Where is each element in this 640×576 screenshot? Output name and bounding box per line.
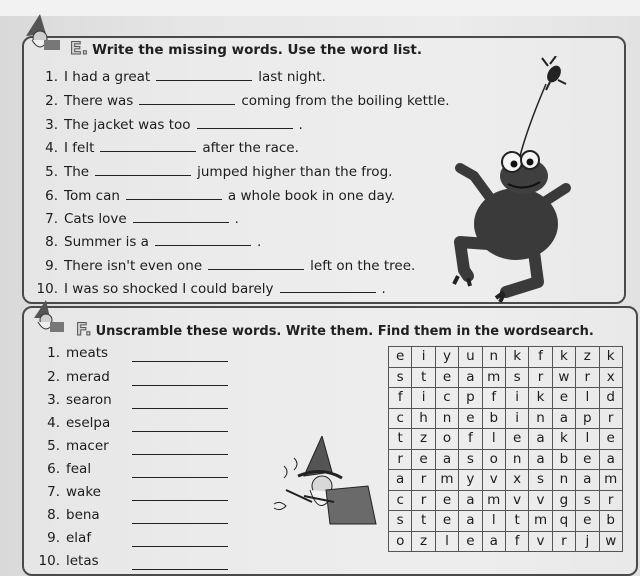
section-f-letter: F. bbox=[76, 320, 92, 340]
wordsearch-cell[interactable]: v bbox=[529, 490, 552, 511]
sentence-row bbox=[36, 233, 261, 250]
wordsearch-cell[interactable]: c bbox=[435, 388, 458, 409]
sentence-before-text: Tom can bbox=[64, 188, 120, 204]
sentence-before-text: I had a great bbox=[64, 69, 151, 85]
scrambled-word-item bbox=[36, 553, 99, 569]
scrambled-word: eselpa bbox=[66, 415, 111, 431]
wizard-illustration bbox=[264, 436, 382, 528]
sentence-before-text: The jacket was too bbox=[64, 117, 191, 133]
answer-line[interactable] bbox=[132, 569, 228, 570]
wordsearch-cell[interactable]: m bbox=[482, 367, 505, 388]
wordsearch-cell[interactable]: t bbox=[412, 367, 435, 388]
answer-line[interactable] bbox=[132, 500, 228, 501]
wordsearch-cell[interactable]: a bbox=[529, 429, 552, 450]
wordsearch-cell[interactable]: v bbox=[482, 470, 505, 491]
wordsearch-cell[interactable]: f bbox=[529, 347, 552, 368]
wordsearch-cell[interactable]: v bbox=[529, 531, 552, 552]
sentence-after-text: . bbox=[298, 117, 303, 133]
scrambled-word-item bbox=[36, 530, 91, 546]
answer-blank[interactable] bbox=[208, 257, 304, 270]
wordsearch-cell[interactable]: l bbox=[435, 531, 458, 552]
sentence-after-text: after the race. bbox=[202, 140, 299, 156]
wordsearch-cell[interactable]: s bbox=[576, 490, 599, 511]
wordsearch-cell[interactable]: a bbox=[435, 449, 458, 470]
sentence-after-text: jumped higher than the frog. bbox=[197, 164, 393, 180]
answer-blank[interactable] bbox=[155, 233, 251, 246]
sentence-row bbox=[36, 92, 450, 109]
word-number: 3. bbox=[47, 392, 60, 408]
wordsearch-cell[interactable]: e bbox=[599, 429, 622, 450]
word-number: 8. bbox=[47, 507, 60, 523]
wordsearch-cell[interactable]: n bbox=[505, 449, 528, 470]
wordsearch-cell[interactable]: k bbox=[505, 347, 528, 368]
scrambled-word: wake bbox=[66, 484, 101, 500]
section-e-title bbox=[70, 39, 422, 59]
wordsearch-cell[interactable]: e bbox=[389, 347, 412, 368]
wordsearch-cell[interactable]: x bbox=[599, 367, 622, 388]
sentence-before-text: Summer is a bbox=[64, 234, 149, 250]
answer-blank[interactable] bbox=[280, 280, 376, 293]
scrambled-word-item bbox=[36, 392, 112, 408]
sentence-after-text: . bbox=[256, 234, 262, 250]
sentence-number: 9. bbox=[45, 258, 58, 274]
scrambled-word-item bbox=[36, 484, 101, 500]
scrambled-word: elaf bbox=[66, 530, 92, 546]
answer-line[interactable] bbox=[132, 431, 228, 432]
answer-blank[interactable] bbox=[197, 116, 293, 129]
wordsearch-cell[interactable]: t bbox=[505, 511, 528, 532]
wordsearch-cell[interactable]: e bbox=[576, 511, 599, 532]
wordsearch-cell[interactable]: a bbox=[599, 449, 622, 470]
wordsearch-cell[interactable]: k bbox=[599, 347, 622, 368]
scrambled-word: searon bbox=[66, 392, 112, 408]
wordsearch-cell[interactable]: o bbox=[482, 449, 505, 470]
wordsearch-cell[interactable]: c bbox=[389, 408, 412, 429]
wordsearch-cell[interactable]: l bbox=[576, 429, 599, 450]
sentence-row bbox=[36, 280, 386, 297]
answer-blank[interactable] bbox=[139, 92, 235, 105]
wordsearch-cell[interactable]: s bbox=[505, 367, 528, 388]
wordsearch-row bbox=[389, 408, 623, 429]
answer-line[interactable] bbox=[132, 361, 228, 362]
sentence-after-text: coming from the boiling kettle. bbox=[241, 93, 450, 109]
wordsearch-cell[interactable]: n bbox=[552, 470, 575, 491]
wordsearch-cell[interactable]: j bbox=[576, 531, 599, 552]
wordsearch-cell[interactable]: f bbox=[389, 388, 412, 409]
sentence-row bbox=[36, 139, 299, 156]
wordsearch-cell[interactable]: o bbox=[435, 429, 458, 450]
wordsearch-cell[interactable]: z bbox=[576, 347, 599, 368]
wordsearch-cell[interactable]: v bbox=[505, 490, 528, 511]
wordsearch-cell[interactable]: e bbox=[412, 449, 435, 470]
answer-line[interactable] bbox=[132, 454, 228, 455]
sentence-before-text: There isn't even one bbox=[64, 258, 203, 274]
wordsearch-cell[interactable]: a bbox=[389, 470, 412, 491]
scrambled-word: meats bbox=[66, 345, 109, 361]
sentence-number: 1. bbox=[45, 69, 58, 85]
wordsearch-cell[interactable]: r bbox=[412, 470, 435, 491]
answer-blank[interactable] bbox=[95, 163, 191, 176]
wordsearch-cell[interactable]: m bbox=[529, 511, 552, 532]
scrambled-word-item bbox=[36, 369, 110, 385]
wordsearch-cell[interactable]: a bbox=[459, 490, 482, 511]
wordsearch-row bbox=[389, 511, 623, 532]
scrambled-word-item bbox=[36, 415, 110, 431]
sentence-row bbox=[36, 163, 392, 180]
wordsearch-cell[interactable]: s bbox=[389, 367, 412, 388]
scrambled-word: feal bbox=[66, 461, 92, 477]
wordsearch-cell[interactable]: i bbox=[505, 408, 528, 429]
wordsearch-cell[interactable]: s bbox=[529, 470, 552, 491]
sentence-after-text: a whole book in one day. bbox=[227, 188, 396, 204]
wordsearch-cell[interactable]: r bbox=[599, 408, 622, 429]
sentence-number: 8. bbox=[45, 234, 58, 250]
scrambled-word: letas bbox=[66, 553, 99, 569]
answer-line[interactable] bbox=[132, 385, 228, 386]
wordsearch-cell[interactable]: n bbox=[435, 408, 458, 429]
wordsearch-cell[interactable]: k bbox=[552, 347, 575, 368]
wordsearch-cell[interactable]: i bbox=[505, 388, 528, 409]
wordsearch-cell[interactable]: i bbox=[412, 388, 435, 409]
answer-blank[interactable] bbox=[156, 68, 252, 81]
wordsearch-cell[interactable]: a bbox=[529, 449, 552, 470]
wordsearch-cell[interactable]: b bbox=[482, 408, 505, 429]
sentence-after-text: . bbox=[234, 211, 239, 227]
wordsearch-cell[interactable]: a bbox=[459, 511, 482, 532]
wordsearch-cell[interactable]: s bbox=[389, 511, 412, 532]
wizard-small-icon bbox=[18, 10, 68, 56]
wizard-small-icon bbox=[24, 298, 74, 338]
wordsearch-cell[interactable]: o bbox=[389, 531, 412, 552]
section-f-title bbox=[76, 320, 594, 340]
wordsearch-cell[interactable]: x bbox=[505, 470, 528, 491]
answer-line[interactable] bbox=[132, 477, 228, 478]
sentence-row bbox=[36, 210, 239, 227]
frog-illustration bbox=[438, 56, 598, 306]
sentence-row bbox=[36, 116, 303, 133]
sentence-row bbox=[36, 187, 395, 204]
wordsearch-cell[interactable]: e bbox=[459, 531, 482, 552]
wordsearch-cell[interactable]: q bbox=[552, 511, 575, 532]
scrambled-word-item bbox=[36, 345, 108, 361]
section-f-title-text: Unscramble these words. Write them. Find them in the wordsearch. bbox=[95, 324, 594, 339]
wordsearch-cell[interactable]: e bbox=[552, 388, 575, 409]
sentence-number: 10. bbox=[36, 281, 58, 297]
sentence-before-text: There was bbox=[64, 93, 134, 109]
wordsearch-cell[interactable]: e bbox=[576, 449, 599, 470]
wordsearch-cell[interactable]: z bbox=[412, 531, 435, 552]
sentence-before-text: I felt bbox=[64, 140, 95, 156]
answer-line[interactable] bbox=[132, 546, 228, 547]
wordsearch-cell[interactable]: r bbox=[552, 531, 575, 552]
wordsearch-cell[interactable]: c bbox=[389, 490, 412, 511]
word-number: 6. bbox=[47, 461, 60, 477]
wordsearch-cell[interactable]: a bbox=[552, 408, 575, 429]
word-number: 5. bbox=[47, 438, 60, 454]
wordsearch-cell[interactable]: r bbox=[412, 490, 435, 511]
wordsearch-cell[interactable]: n bbox=[529, 408, 552, 429]
wordsearch-cell[interactable]: f bbox=[459, 429, 482, 450]
wordsearch-cell[interactable]: a bbox=[576, 470, 599, 491]
wordsearch-cell[interactable]: l bbox=[482, 429, 505, 450]
wordsearch-cell[interactable]: r bbox=[599, 490, 622, 511]
wordsearch-cell[interactable]: r bbox=[576, 367, 599, 388]
section-e-title-text: Write the missing words. Use the word list. bbox=[92, 42, 422, 58]
wordsearch-cell[interactable]: a bbox=[482, 531, 505, 552]
wordsearch-cell[interactable]: i bbox=[412, 347, 435, 368]
wordsearch-cell[interactable]: p bbox=[459, 388, 482, 409]
wordsearch-row bbox=[389, 429, 623, 450]
word-number: 4. bbox=[47, 415, 60, 431]
scrambled-word: merad bbox=[66, 369, 110, 385]
sentence-after-text: left on the tree. bbox=[310, 258, 416, 274]
answer-blank[interactable] bbox=[133, 210, 229, 223]
wordsearch-row bbox=[389, 470, 623, 491]
wordsearch-cell[interactable]: u bbox=[459, 347, 482, 368]
wordsearch-cell[interactable]: z bbox=[412, 429, 435, 450]
wordsearch-cell[interactable]: t bbox=[412, 511, 435, 532]
wordsearch-cell[interactable]: m bbox=[599, 470, 622, 491]
wordsearch-cell[interactable]: y bbox=[459, 470, 482, 491]
scrambled-word: macer bbox=[66, 438, 109, 454]
wordsearch-cell[interactable]: f bbox=[505, 531, 528, 552]
wordsearch-cell[interactable]: e bbox=[505, 429, 528, 450]
wordsearch-cell[interactable]: b bbox=[552, 449, 575, 470]
answer-line[interactable] bbox=[132, 408, 228, 409]
wordsearch-cell[interactable]: m bbox=[482, 490, 505, 511]
wordsearch-cell[interactable]: e bbox=[435, 511, 458, 532]
wordsearch-cell[interactable]: r bbox=[389, 449, 412, 470]
wordsearch-cell[interactable]: d bbox=[599, 388, 622, 409]
sentence-row bbox=[36, 68, 326, 85]
wordsearch-cell[interactable]: e bbox=[435, 367, 458, 388]
sentence-number: 2. bbox=[45, 93, 58, 109]
wordsearch-row bbox=[389, 388, 623, 409]
wordsearch-cell[interactable]: y bbox=[435, 347, 458, 368]
word-number: 10. bbox=[38, 553, 60, 569]
word-number: 2. bbox=[47, 369, 60, 385]
wordsearch-cell[interactable]: h bbox=[412, 408, 435, 429]
wordsearch-cell[interactable]: g bbox=[552, 490, 575, 511]
wordsearch-cell[interactable]: b bbox=[599, 511, 622, 532]
scrambled-word-item bbox=[36, 461, 91, 477]
sentence-before-text: Cats love bbox=[64, 211, 127, 227]
wordsearch-cell[interactable]: f bbox=[482, 388, 505, 409]
wordsearch-cell[interactable]: p bbox=[576, 408, 599, 429]
top-margin bbox=[0, 0, 640, 16]
wordsearch-cell[interactable]: t bbox=[389, 429, 412, 450]
scrambled-word-item bbox=[36, 507, 100, 523]
word-number: 1. bbox=[47, 345, 60, 361]
sentence-row bbox=[36, 257, 415, 274]
wordsearch-row bbox=[389, 347, 623, 368]
wordsearch-cell[interactable]: m bbox=[435, 470, 458, 491]
wordsearch-cell[interactable]: e bbox=[459, 408, 482, 429]
sentence-number: 7. bbox=[45, 211, 58, 227]
sentence-before-text: The bbox=[64, 164, 90, 180]
wordsearch-cell[interactable]: s bbox=[459, 449, 482, 470]
sentence-number: 3. bbox=[45, 117, 58, 133]
sentence-number: 4. bbox=[45, 140, 58, 156]
wordsearch-row bbox=[389, 449, 623, 470]
wordsearch-cell[interactable]: n bbox=[482, 347, 505, 368]
wordsearch-row bbox=[389, 531, 623, 552]
answer-blank[interactable] bbox=[126, 187, 222, 200]
wordsearch-cell[interactable]: k bbox=[529, 388, 552, 409]
sentence-number: 5. bbox=[45, 164, 58, 180]
wordsearch-cell[interactable]: e bbox=[435, 490, 458, 511]
word-number: 7. bbox=[47, 484, 60, 500]
wordsearch-cell[interactable]: k bbox=[552, 429, 575, 450]
scrambled-word: bena bbox=[66, 507, 100, 523]
wordsearch-cell[interactable]: w bbox=[599, 531, 622, 552]
wordsearch-cell[interactable]: w bbox=[552, 367, 575, 388]
wordsearch-row bbox=[389, 490, 623, 511]
sentence-after-text: last night. bbox=[258, 69, 326, 85]
wordsearch-cell[interactable]: a bbox=[459, 367, 482, 388]
section-e-letter: E. bbox=[70, 39, 89, 59]
sentence-after-text: . bbox=[381, 281, 386, 297]
answer-line[interactable] bbox=[132, 523, 228, 524]
wordsearch-row bbox=[389, 367, 623, 388]
wordsearch-cell[interactable]: l bbox=[576, 388, 599, 409]
sentence-before-text: I was so shocked I could barely bbox=[64, 281, 274, 297]
sentence-number: 6. bbox=[45, 188, 58, 204]
wordsearch-grid bbox=[388, 346, 623, 552]
wordsearch-cell[interactable]: r bbox=[529, 367, 552, 388]
word-number: 9. bbox=[47, 530, 60, 546]
scrambled-word-item bbox=[36, 438, 109, 454]
wordsearch-cell[interactable]: l bbox=[482, 511, 505, 532]
answer-blank[interactable] bbox=[100, 139, 196, 152]
